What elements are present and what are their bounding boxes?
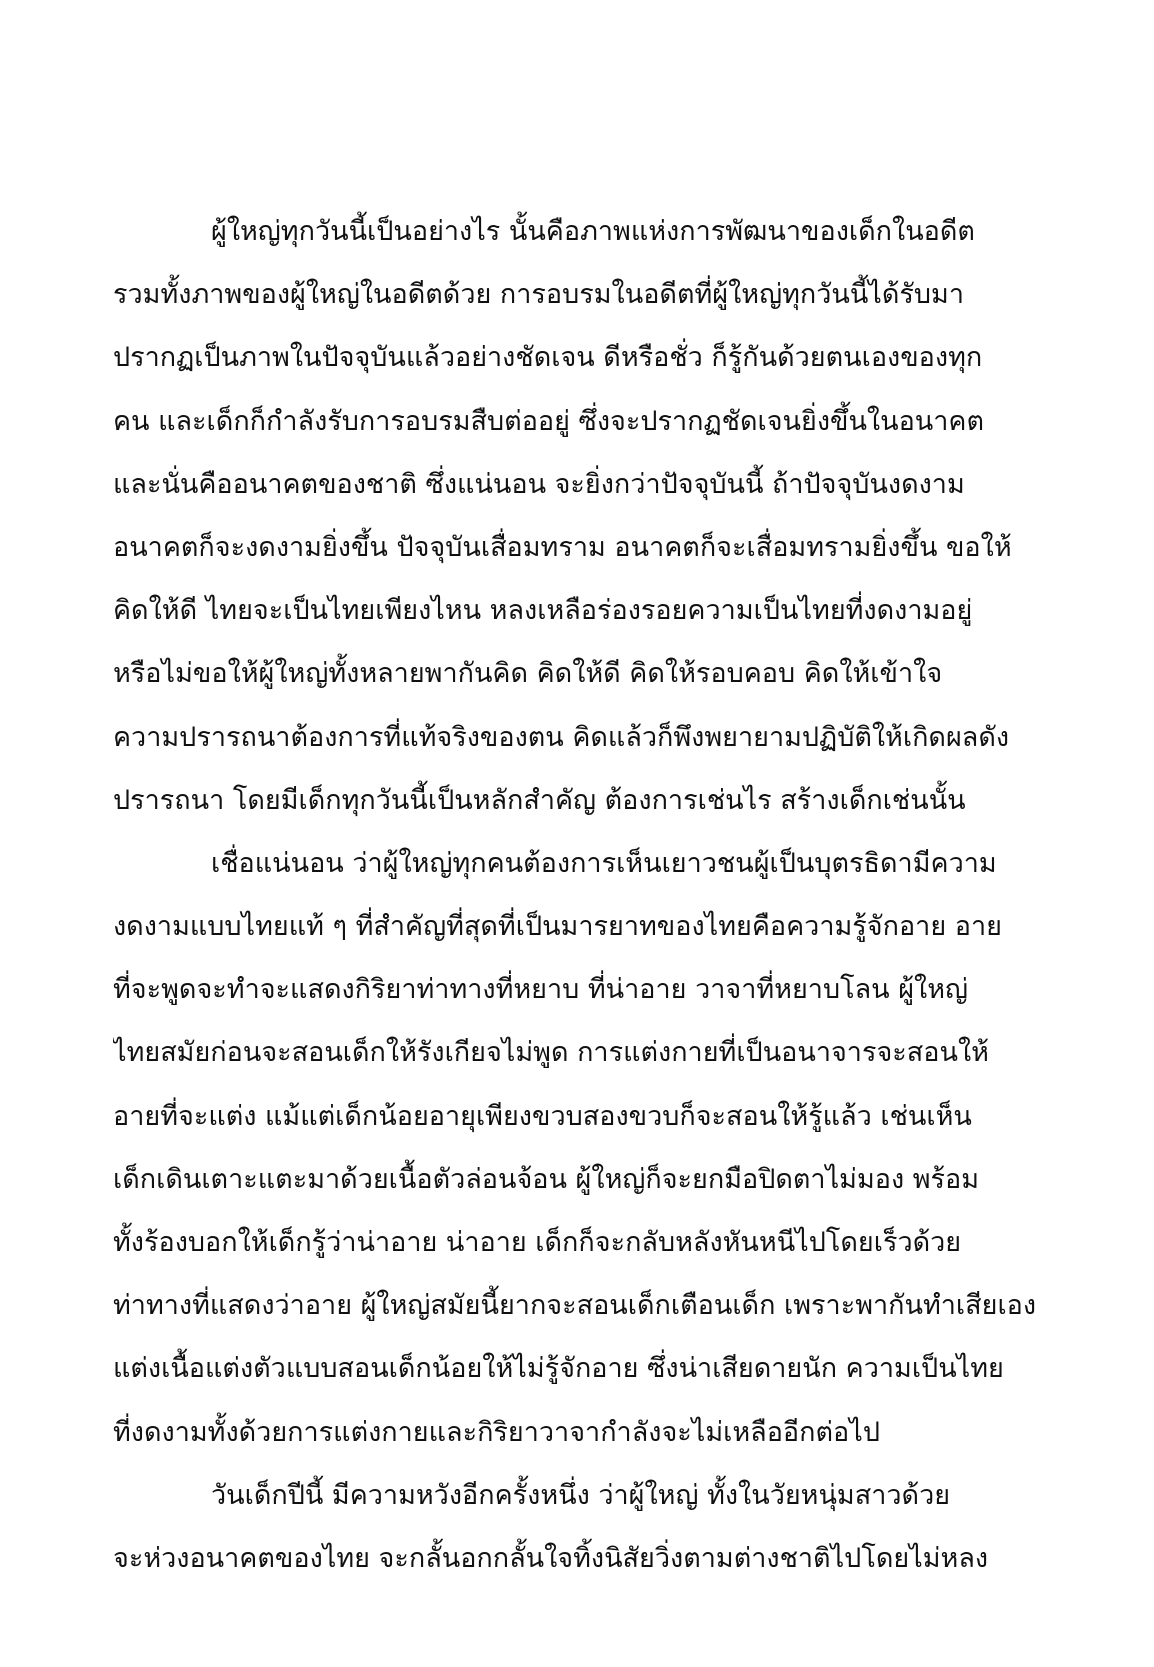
- text-line: ที่จะพูดจะทำจะแสดงกิริยาท่าทางที่หยาบ ที่น่าอาย วาจาที่หยาบโลน ผู้ใหญ่: [113, 974, 968, 1006]
- text-line: ปรารถนา โดยมีเด็กทุกวันนี้เป็นหลักสำคัญ ต้องการเช่นไร สร้างเด็กเช่นนั้น: [113, 784, 966, 816]
- text-line: อายที่จะแต่ง แม้แต่เด็กน้อยอายุเพียงขวบสองขวบก็จะสอนให้รู้แล้ว เช่นเห็น: [113, 1100, 972, 1132]
- text-line: ปรากฏเป็นภาพในปัจจุบันแล้วอย่างชัดเจน ดีหรือชั่ว ก็รู้กันด้วยตนเองของทุก: [113, 342, 983, 374]
- text-line: ท่าทางที่แสดงว่าอาย ผู้ใหญ่สมัยนี้ยากจะสอนเด็กเตือนเด็ก เพราะพากันทำเสียเอง: [113, 1290, 1037, 1322]
- text-line: รวมทั้งภาพของผู้ใหญ่ในอดีตด้วย การอบรมในอดีตที่ผู้ใหญ่ทุกวันนี้ได้รับมา: [113, 279, 965, 311]
- text-line: เด็กเดินเตาะแตะมาด้วยเนื้อตัวล่อนจ้อน ผู้ใหญ่ก็จะยกมือปิดตาไม่มอง พร้อม: [113, 1163, 980, 1195]
- text-line: คน และเด็กก็กำลังรับการอบรมสืบต่ออยู่ ซึ่งจะปรากฏชัดเจนยิ่งขึ้นในอนาคต: [113, 405, 985, 437]
- text-line: ผู้ใหญ่ทุกวันนี้เป็นอย่างไร นั้นคือภาพแห่งการพัฒนาของเด็กในอดีต: [211, 216, 975, 247]
- text-line: คิดให้ดี ไทยจะเป็นไทยเพียงไหน หลงเหลือร่องรอยความเป็นไทยที่งดงามอยู่: [113, 595, 973, 627]
- text-line: เชื่อแน่นอน ว่าผู้ใหญ่ทุกคนต้องการเห็นเยาวชนผู้เป็นบุตรธิดามีความ: [211, 847, 997, 879]
- paragraph-3: [113, 1464, 1058, 1590]
- text-line: วันเด็กปีนี้ มีความหวังอีกครั้งหนึ่ง ว่าผู้ใหญ่ ทั้งในวัยหนุ่มสาวด้วย: [211, 1479, 951, 1511]
- text-line: และนั่นคืออนาคตของชาติ ซึ่งแน่นอน จะยิ่งกว่าปัจจุบันนี้ ถ้าปัจจุบันงดงาม: [113, 468, 965, 500]
- text-line: งดงามแบบไทยแท้ ๆ ที่สำคัญที่สุดที่เป็นมารยาทของไทยคือความรู้จักอาย อาย: [113, 911, 1002, 943]
- body-text: [113, 200, 1058, 1590]
- text-line: จะห่วงอนาคตของไทย จะกลั้นอกกลั้นใจทิ้งนิสัยวิ่งตามต่างชาติไปโดยไม่หลง: [113, 1542, 989, 1574]
- text-line: อนาคตก็จะงดงามยิ่งขึ้น ปัจจุบันเสื่อมทราม อนาคตก็จะเสื่อมทรามยิ่งขึ้น ขอให้: [113, 531, 1012, 563]
- text-line: หรือไม่ขอให้ผู้ใหญ่ทั้งหลายพากันคิด คิดให้ดี คิดให้รอบคอบ คิดให้เข้าใจ: [113, 658, 943, 690]
- text-line: ความปรารถนาต้องการที่แท้จริงของตน คิดแล้วก็พึงพยายามปฏิบัติให้เกิดผลดัง: [113, 721, 1010, 753]
- text-line: ไทยสมัยก่อนจะสอนเด็กให้รังเกียจไม่พูด การแต่งกายที่เป็นอนาจารจะสอนให้: [113, 1037, 989, 1069]
- text-line: ที่งดงามทั้งด้วยการแต่งกายและกิริยาวาจากำลังจะไม่เหลืออีกต่อไป: [113, 1416, 880, 1448]
- paragraph-2: [113, 832, 1058, 1464]
- paragraph-1: [113, 200, 1058, 832]
- text-line: ทั้งร้องบอกให้เด็กรู้ว่าน่าอาย น่าอาย เด็กก็จะกลับหลังหันหนีไปโดยเร็วด้วย: [113, 1227, 962, 1258]
- text-line: แต่งเนื้อแต่งตัวแบบสอนเด็กน้อยให้ไม่รู้จักอาย ซึ่งน่าเสียดายนัก ความเป็นไทย: [113, 1353, 1004, 1385]
